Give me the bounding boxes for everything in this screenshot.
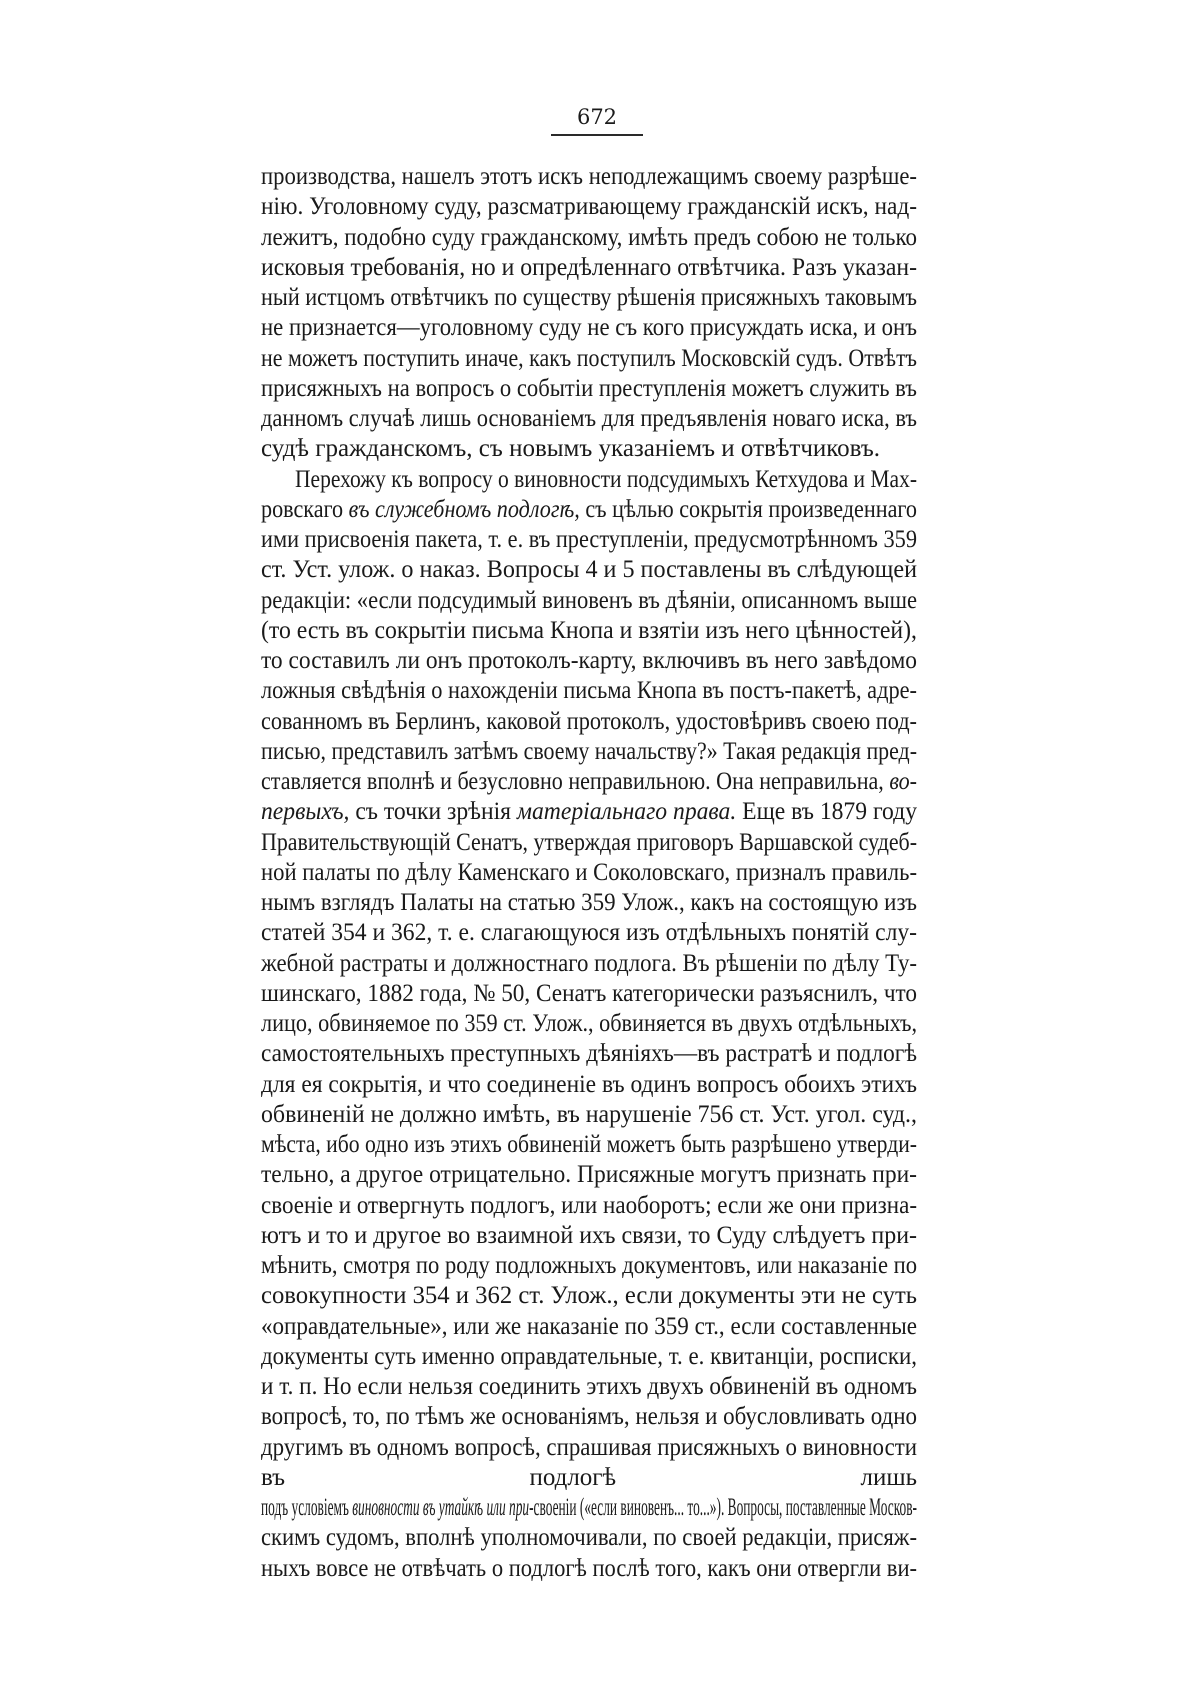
text-line (261, 1281, 917, 1311)
line-fit-wrapper: сованномъ въ Берлинъ, каковой протоколъ, удостовѣривъ своею под- (261, 707, 917, 735)
text-line (261, 162, 917, 192)
text-line (261, 1372, 917, 1402)
text-line (261, 586, 917, 616)
text-line (261, 1523, 917, 1553)
line-fit-wrapper: данномъ случаѣ лишь основаніемъ для предъявленія новаго иска, въ (261, 405, 917, 432)
text-line (261, 949, 917, 979)
line-fit-wrapper: мѣнить, смотря по роду подложныхъ документовъ, или наказаніе по (261, 1252, 917, 1279)
italic-run: во- (889, 768, 917, 795)
text-line (261, 1070, 917, 1100)
line-fit-wrapper: ютъ и то и другое во взаимной ихъ связи, то Суду слѣдуетъ при- (261, 1221, 917, 1249)
text-line (261, 767, 917, 797)
line-fit-wrapper: производства, нашелъ этотъ искъ неподлежащимъ своему разрѣше- (261, 163, 917, 190)
text-run: ровскаго (261, 495, 349, 523)
text-line (261, 1342, 917, 1372)
text-line (261, 283, 917, 313)
text-line (261, 646, 917, 676)
line-fit-wrapper (261, 767, 917, 797)
text-line (261, 495, 917, 525)
text-line (261, 1493, 917, 1523)
text-line (261, 1251, 917, 1281)
text-line (261, 1160, 917, 1190)
text-line (261, 374, 917, 404)
italic-run: первыхъ, (261, 798, 350, 826)
text-line: судѣ гражданскомъ, съ новымъ указаніемъ и отвѣтчиковъ. (261, 435, 881, 463)
line-fit-wrapper: «оправдательные», или же наказаніе по 359 ст., если составленные (261, 1312, 917, 1340)
text-line (261, 1221, 917, 1251)
text-line (261, 737, 917, 767)
page-number: 672 (576, 105, 618, 129)
line-fit-wrapper: самостоятельныхъ преступныхъ дѣяніяхъ—въ растратѣ и подлогѣ (261, 1040, 917, 1068)
line-fit-wrapper: ныхъ вовсе не отвѣчать о подлогѣ послѣ того, какъ они отвергли ви- (261, 1554, 917, 1582)
line-fit-wrapper: документы суть именно оправдательные, т. е. квитанціи, росписки, (261, 1342, 917, 1370)
text-run: Еще въ 1879 году (736, 798, 917, 826)
line-fit-wrapper: нію. Уголовному суду, разсматривающему гражданскій искъ, над- (261, 193, 917, 221)
text-line (261, 918, 917, 948)
line-fit-wrapper: то составилъ ли онъ протоколъ-карту, включивъ въ него завѣдомо (261, 647, 917, 674)
line-fit-wrapper: Перехожу къ вопросу о виновности подсудимыхъ Кетхудова и Мах- (295, 465, 917, 493)
text-line (261, 1554, 917, 1584)
line-fit-wrapper: присяжныхъ на вопросъ о событіи преступленія можетъ служить въ (261, 374, 917, 402)
text-line (261, 1130, 917, 1160)
line-fit-wrapper: вопросѣ, то, по тѣмъ же основаніямъ, нельзя и обусловливать одно (261, 1403, 917, 1431)
line-fit-wrapper: редакціи: «если подсудимый виновенъ въ дѣяніи, описанномъ выше (261, 586, 917, 614)
text-line (261, 1191, 917, 1221)
text-line (261, 1039, 917, 1069)
line-fit-wrapper: ими присвоенія пакета, т. е. въ преступленіи, предусмотрѣнномъ 359 (261, 526, 917, 553)
text-line (261, 344, 917, 374)
text-line (261, 1312, 917, 1342)
text-line (261, 525, 917, 555)
line-fit-wrapper (261, 797, 917, 827)
line-fit-wrapper: ст. Уст. улож. о наказ. Вопросы 4 и 5 поставлены въ слѣдующей (261, 556, 917, 584)
text-line (261, 858, 917, 888)
text-line (261, 707, 917, 737)
text-line (261, 797, 917, 827)
text-run: съ точки зрѣнія (349, 798, 517, 826)
text-line (261, 404, 917, 434)
line-fit-wrapper: для ея сокрытія, и что соединеніе въ одинъ вопросъ обоихъ этихъ (261, 1070, 917, 1098)
text-line (261, 616, 917, 646)
line-fit-wrapper: шинскаго, 1882 года, № 50, Сенатъ категорически разъяснилъ, что (261, 979, 917, 1007)
line-fit-wrapper (261, 495, 917, 525)
text-run: ставляется вполнѣ и безусловно неправильною. Она неправильна, (261, 768, 890, 795)
line-fit-wrapper: обвиненій не должно имѣть, въ нарушеніе 756 ст. Уст. угол. суд., (261, 1100, 917, 1128)
line-fit-wrapper: тельно, а другое отрицательно. Присяжные могутъ признать при- (261, 1161, 917, 1189)
text-line (261, 1402, 917, 1432)
text-line (261, 313, 917, 343)
line-fit-wrapper: лежитъ, подобно суду гражданскому, имѣть предъ собою не только (261, 223, 917, 251)
line-fit-wrapper: другимъ въ одномъ вопросѣ, спрашивая присяжныхъ о виновности (261, 1433, 917, 1461)
text-line: въ подлогѣ лишь (261, 1463, 917, 1491)
text-line (261, 223, 917, 253)
line-fit-wrapper: ный истцомъ отвѣтчикъ по существу рѣшенія присяжныхъ таковымъ (261, 284, 917, 311)
line-fit-wrapper: ложныя свѣдѣнія о нахожденіи письма Кнопа въ постъ-пакетѣ, адре- (261, 677, 917, 705)
line-fit-wrapper: не можетъ поступить иначе, какъ поступилъ Московскій судъ. Отвѣтъ (261, 344, 917, 372)
text-run: съ цѣлью сокрытія произведеннаго (579, 495, 917, 523)
line-fit-wrapper (261, 1493, 917, 1523)
text-line (261, 253, 917, 283)
line-fit-wrapper: жебной растраты и должностнаго подлога. Въ рѣшеніи по дѣлу Ту- (261, 949, 917, 977)
text-run: своеніи («если виновенъ... то...»). Вопросы, поставленные Москов- (533, 1494, 917, 1521)
line-fit-wrapper: и т. п. Но если нельзя соединить этихъ двухъ обвиненій въ одномъ (261, 1373, 917, 1400)
italic-run: виновности въ утайкѣ или при- (348, 1494, 534, 1521)
text-line (261, 979, 917, 1009)
line-fit-wrapper: ной палаты по дѣлу Каменскаго и Соколовскаго, призналъ правиль- (261, 858, 917, 886)
body-text (261, 162, 917, 1614)
line-fit-wrapper: нымъ взглядъ Палаты на статью 359 Улож., какъ на состоящую изъ (261, 889, 917, 916)
line-fit-wrapper: не признается—уголовному суду не съ кого присуждать иска, и онъ (261, 314, 917, 342)
italic-run: въ служебномъ подлогѣ, (348, 495, 580, 523)
text-line (261, 828, 917, 858)
text-line (261, 1100, 917, 1130)
line-fit-wrapper: Правительствующій Сенатъ, утверждая приговоръ Варшавской судеб- (261, 828, 917, 856)
text-line (261, 1433, 917, 1463)
text-run: подъ условіемъ (261, 1494, 349, 1521)
text-line (261, 1009, 917, 1039)
text-line (261, 676, 917, 706)
text-line-paragraph-start (261, 465, 917, 495)
line-fit-wrapper: писью, представилъ затѣмъ своему начальству?» Такая редакція пред- (261, 737, 917, 765)
line-fit-wrapper: статей 354 и 362, т. е. слагающуюся изъ отдѣльныхъ понятій слу- (261, 919, 917, 947)
line-fit-wrapper: своеніе и отвергнуть подлогъ, или наоборотъ; если же они призна- (261, 1191, 917, 1219)
line-fit-wrapper: совокупности 354 и 362 ст. Улож., если документы эти не суть (261, 1282, 917, 1310)
line-fit-wrapper: (то есть въ сокрытіи письма Кнопа и взятіи изъ него цѣнностей), (261, 616, 917, 644)
italic-run: матеріальнаго права. (516, 798, 737, 826)
line-fit-wrapper: лицо, обвиняемое по 359 ст. Улож., обвиняется въ двухъ отдѣльныхъ, (261, 1010, 917, 1037)
text-line (261, 192, 917, 222)
text-line (261, 888, 917, 918)
text-line (261, 1584, 917, 1614)
line-fit-wrapper: исковыя требованія, но и опредѣленнаго отвѣтчика. Разъ указан- (261, 253, 917, 281)
line-fit-wrapper: скимъ судомъ, вполнѣ уполномочивали, по своей редакціи, присяж- (261, 1524, 917, 1552)
line-fit-wrapper: мѣста, ибо одно изъ этихъ обвиненій можетъ быть разрѣшено утверди- (261, 1131, 917, 1158)
text-line (261, 555, 917, 585)
page-number-rule (551, 134, 643, 136)
